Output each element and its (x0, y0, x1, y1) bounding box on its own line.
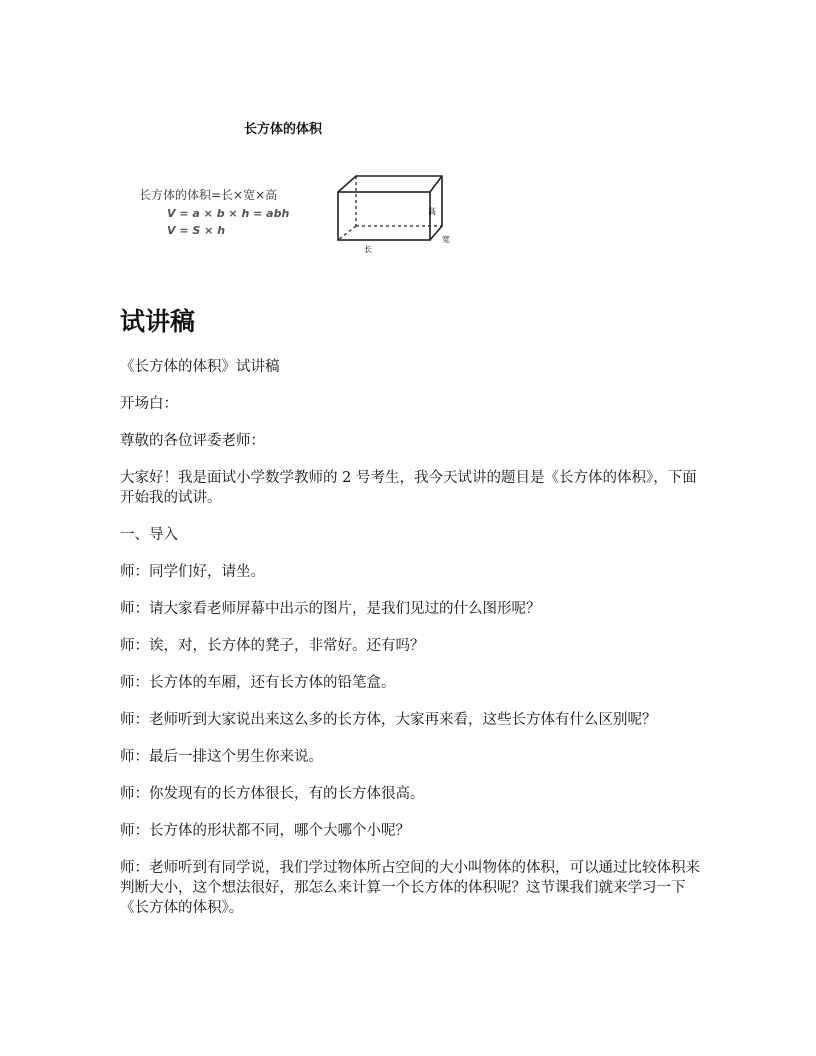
document-body (120, 357, 700, 935)
cuboid-hidden-edges (338, 176, 442, 240)
paragraph: 《长方体的体积》试讲稿 (120, 359, 280, 375)
label-height: 高 (428, 207, 436, 216)
figure-title: 长方体的体积 (244, 122, 323, 137)
paragraph: 开场白： (120, 396, 178, 412)
formula-line-2: V = a × b × h = abh (167, 207, 290, 220)
paragraph: 师：你发现有的长方体很长，有的长方体很高。 (120, 786, 425, 802)
cuboid-visible-edges (338, 176, 442, 240)
paragraph: 师：诶，对，长方体的凳子，非常好。还有吗？ (120, 638, 425, 654)
formula-block (139, 186, 289, 237)
cuboid-front-face (338, 192, 430, 240)
paragraph: 师：老师听到大家说出来这么多的长方体，大家再来看，这些长方体有什么区别呢？ (120, 712, 657, 728)
label-width: 宽 (442, 235, 450, 244)
page-heading: 试讲稿 (120, 307, 196, 336)
label-length: 长 (364, 245, 372, 254)
paragraph: 尊敬的各位评委老师： (120, 433, 265, 449)
paragraph: 师：老师听到有同学说，我们学过物体所占空间的大小叫物体的体积，可以通过比较体积来判断大小，这个想法很好，那怎么来计算一个长方体的体积呢？这节课我们就来学习一下《长方体的体积》。 (120, 860, 700, 916)
paragraph: 师：长方体的车厢，还有长方体的铅笔盒。 (120, 675, 396, 691)
paragraph: 一、导入 (120, 527, 178, 543)
cuboid-diagram (330, 170, 460, 260)
paragraph: 师：同学们好，请坐。 (120, 564, 265, 580)
paragraph: 大家好！我是面试小学数学教师的 2 号考生，我今天试讲的题目是《长方体的体积》，下面开始我的试讲。 (120, 470, 697, 506)
paragraph: 师：请大家看老师屏幕中出示的图片，是我们见过的什么图形呢？ (120, 601, 541, 617)
formula-line-3: V = S × h (167, 224, 226, 237)
paragraph: 师：最后一排这个男生你来说。 (120, 749, 323, 765)
formula-line-1: 长方体的体积=长×宽×高 (139, 188, 278, 202)
paragraph: 师：长方体的形状都不同，哪个大哪个小呢？ (120, 823, 410, 839)
